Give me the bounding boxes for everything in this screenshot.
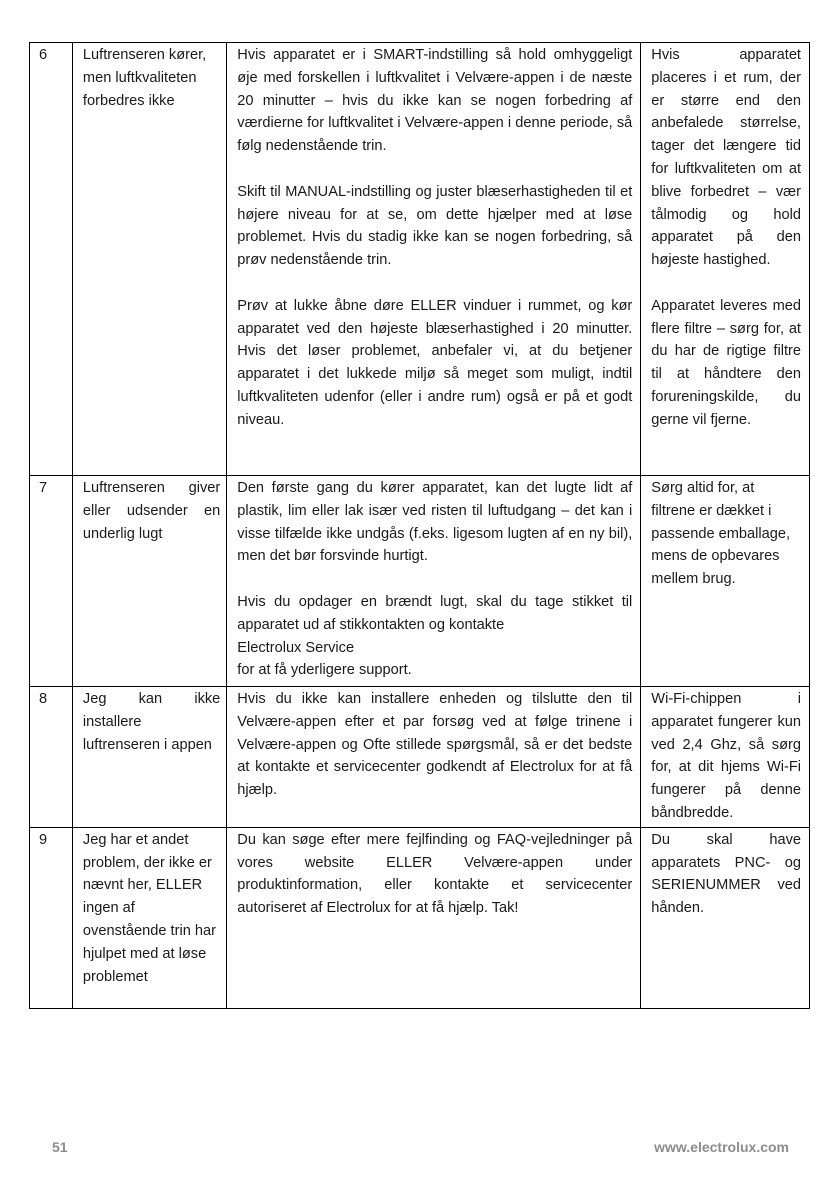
tip-cell	[641, 43, 810, 476]
problem-cell	[72, 687, 226, 828]
solution-paragraph: Du kan søge efter mere fejlfinding og FAQ-vejledninger på vores website ELLER Velvære-appen under produktinformation, eller kontakte et servicecenter autoriseret af Electrolux for at få hjælp. Tak!	[237, 831, 633, 917]
tip-paragraph: Apparatet leveres med flere filtre – sørg for, at du har de rigtige filtre til at håndtere den forureningskilde, du gerne vil fjerne.	[651, 297, 801, 428]
table-row	[30, 827, 810, 1008]
problem-text: Jeg kan ikke installere luftrenseren i appen	[82, 691, 221, 753]
tip-paragraph: Wi-Fi-chippen i apparatet fungerer kun ved 2,4 Ghz, så sørg for, at dit hjems Wi-Fi fungerer på denne båndbredde.	[651, 691, 801, 821]
solution-paragraph: Hvis apparatet er i SMART-indstilling så hold omhyggeligt øje med forskellen i luftkvalitet i Velvære-appen i de næste 20 minutter – hvis du ikke kan se nogen forbedring af værdierne for luftkvalitet i Velvære-appen i denne periode, så følg nedenstående trin.	[237, 47, 633, 155]
tip-cell	[641, 687, 810, 828]
solution-paragraph: Prøv at lukke åbne døre ELLER vinduer i rummet, og kør apparatet ved den højeste blæserhastighed i 20 minutter. Hvis det løser problemet, anbefaler vi, at du betjener apparatet i det lukkede miljø så meget som muligt, indtil luftkvaliteten udenfor (eller i andre rum) også er på et godt niveau.	[237, 297, 633, 428]
solution-service-line: Electrolux Service	[237, 639, 355, 656]
row-number: 9	[30, 827, 73, 1008]
problem-cell	[72, 476, 226, 687]
solution-cell	[227, 687, 641, 828]
solution-paragraph: Skift til MANUAL-indstilling og juster blæserhastigheden til et højere niveau for at se, om dette hjælper med at løse problemet. Hvis du stadig ikke kan se nogen forbedring, så prøv nedenstående trin.	[237, 183, 633, 269]
solution-cell	[227, 43, 641, 476]
solution-paragraph: Hvis du ikke kan installere enheden og tilslutte den til Velvære-appen efter et par forsøg ved at følge trinene i Velvære-appen og Ofte stillede spørgsmål, så er det bedste at kontakte et servicecenter godkendt af Electrolux for at få hjælp.	[237, 691, 633, 799]
solution-paragraph: Hvis du opdager en brændt lugt, skal du tage stikket til apparatet ud af stikkontakten og kontakte	[237, 593, 633, 633]
problem-cell	[72, 827, 226, 1008]
footer-url: www.electrolux.com	[654, 1139, 789, 1155]
table-row	[30, 476, 810, 687]
troubleshooting-table	[29, 42, 810, 1009]
tip-cell	[641, 827, 810, 1008]
row-number: 6	[30, 43, 73, 476]
problem-text: Jeg har et andet problem, der ikke er nævnt her, ELLER ingen af ovenstående trin har hjulpet med at løse problemet	[82, 831, 216, 985]
solution-cell	[227, 476, 641, 687]
row-number: 7	[30, 476, 73, 687]
tip-paragraph: Du skal have apparatets PNC- og SERIENUMMER ved hånden.	[651, 831, 801, 917]
tip-cell	[641, 476, 810, 687]
solution-support-line: for at få yderligere support.	[237, 662, 412, 679]
page-number: 51	[52, 1139, 68, 1155]
problem-text: Luftrenseren kører, men luftkvaliteten forbedres ikke	[82, 47, 207, 109]
solution-cell	[227, 827, 641, 1008]
row-number: 8	[30, 687, 73, 828]
solution-paragraph: Den første gang du kører apparatet, kan det lugte lidt af plastik, lim eller lak især ved risten til luftudgang – det kan i visse tilfælde ikke undgås (f.eks. ligesom lugten af en ny bil), men det bør forsvinde hurtigt.	[237, 480, 633, 565]
problem-text: Luftrenseren giver eller udsender en underlig lugt	[82, 480, 221, 542]
problem-cell	[72, 43, 226, 476]
table-row	[30, 43, 810, 476]
table-row	[30, 687, 810, 828]
tip-paragraph: Hvis apparatet placeres i et rum, der er større end den anbefalede størrelse, tager det længere tid for luftkvaliteten om at blive forbedret – vær tålmodig og hold apparatet på den højeste hastighed.	[651, 47, 801, 269]
tip-paragraph: Sørg altid for, at filtrene er dækket i passende emballage, mens de opbevares mellem brug.	[651, 480, 791, 588]
